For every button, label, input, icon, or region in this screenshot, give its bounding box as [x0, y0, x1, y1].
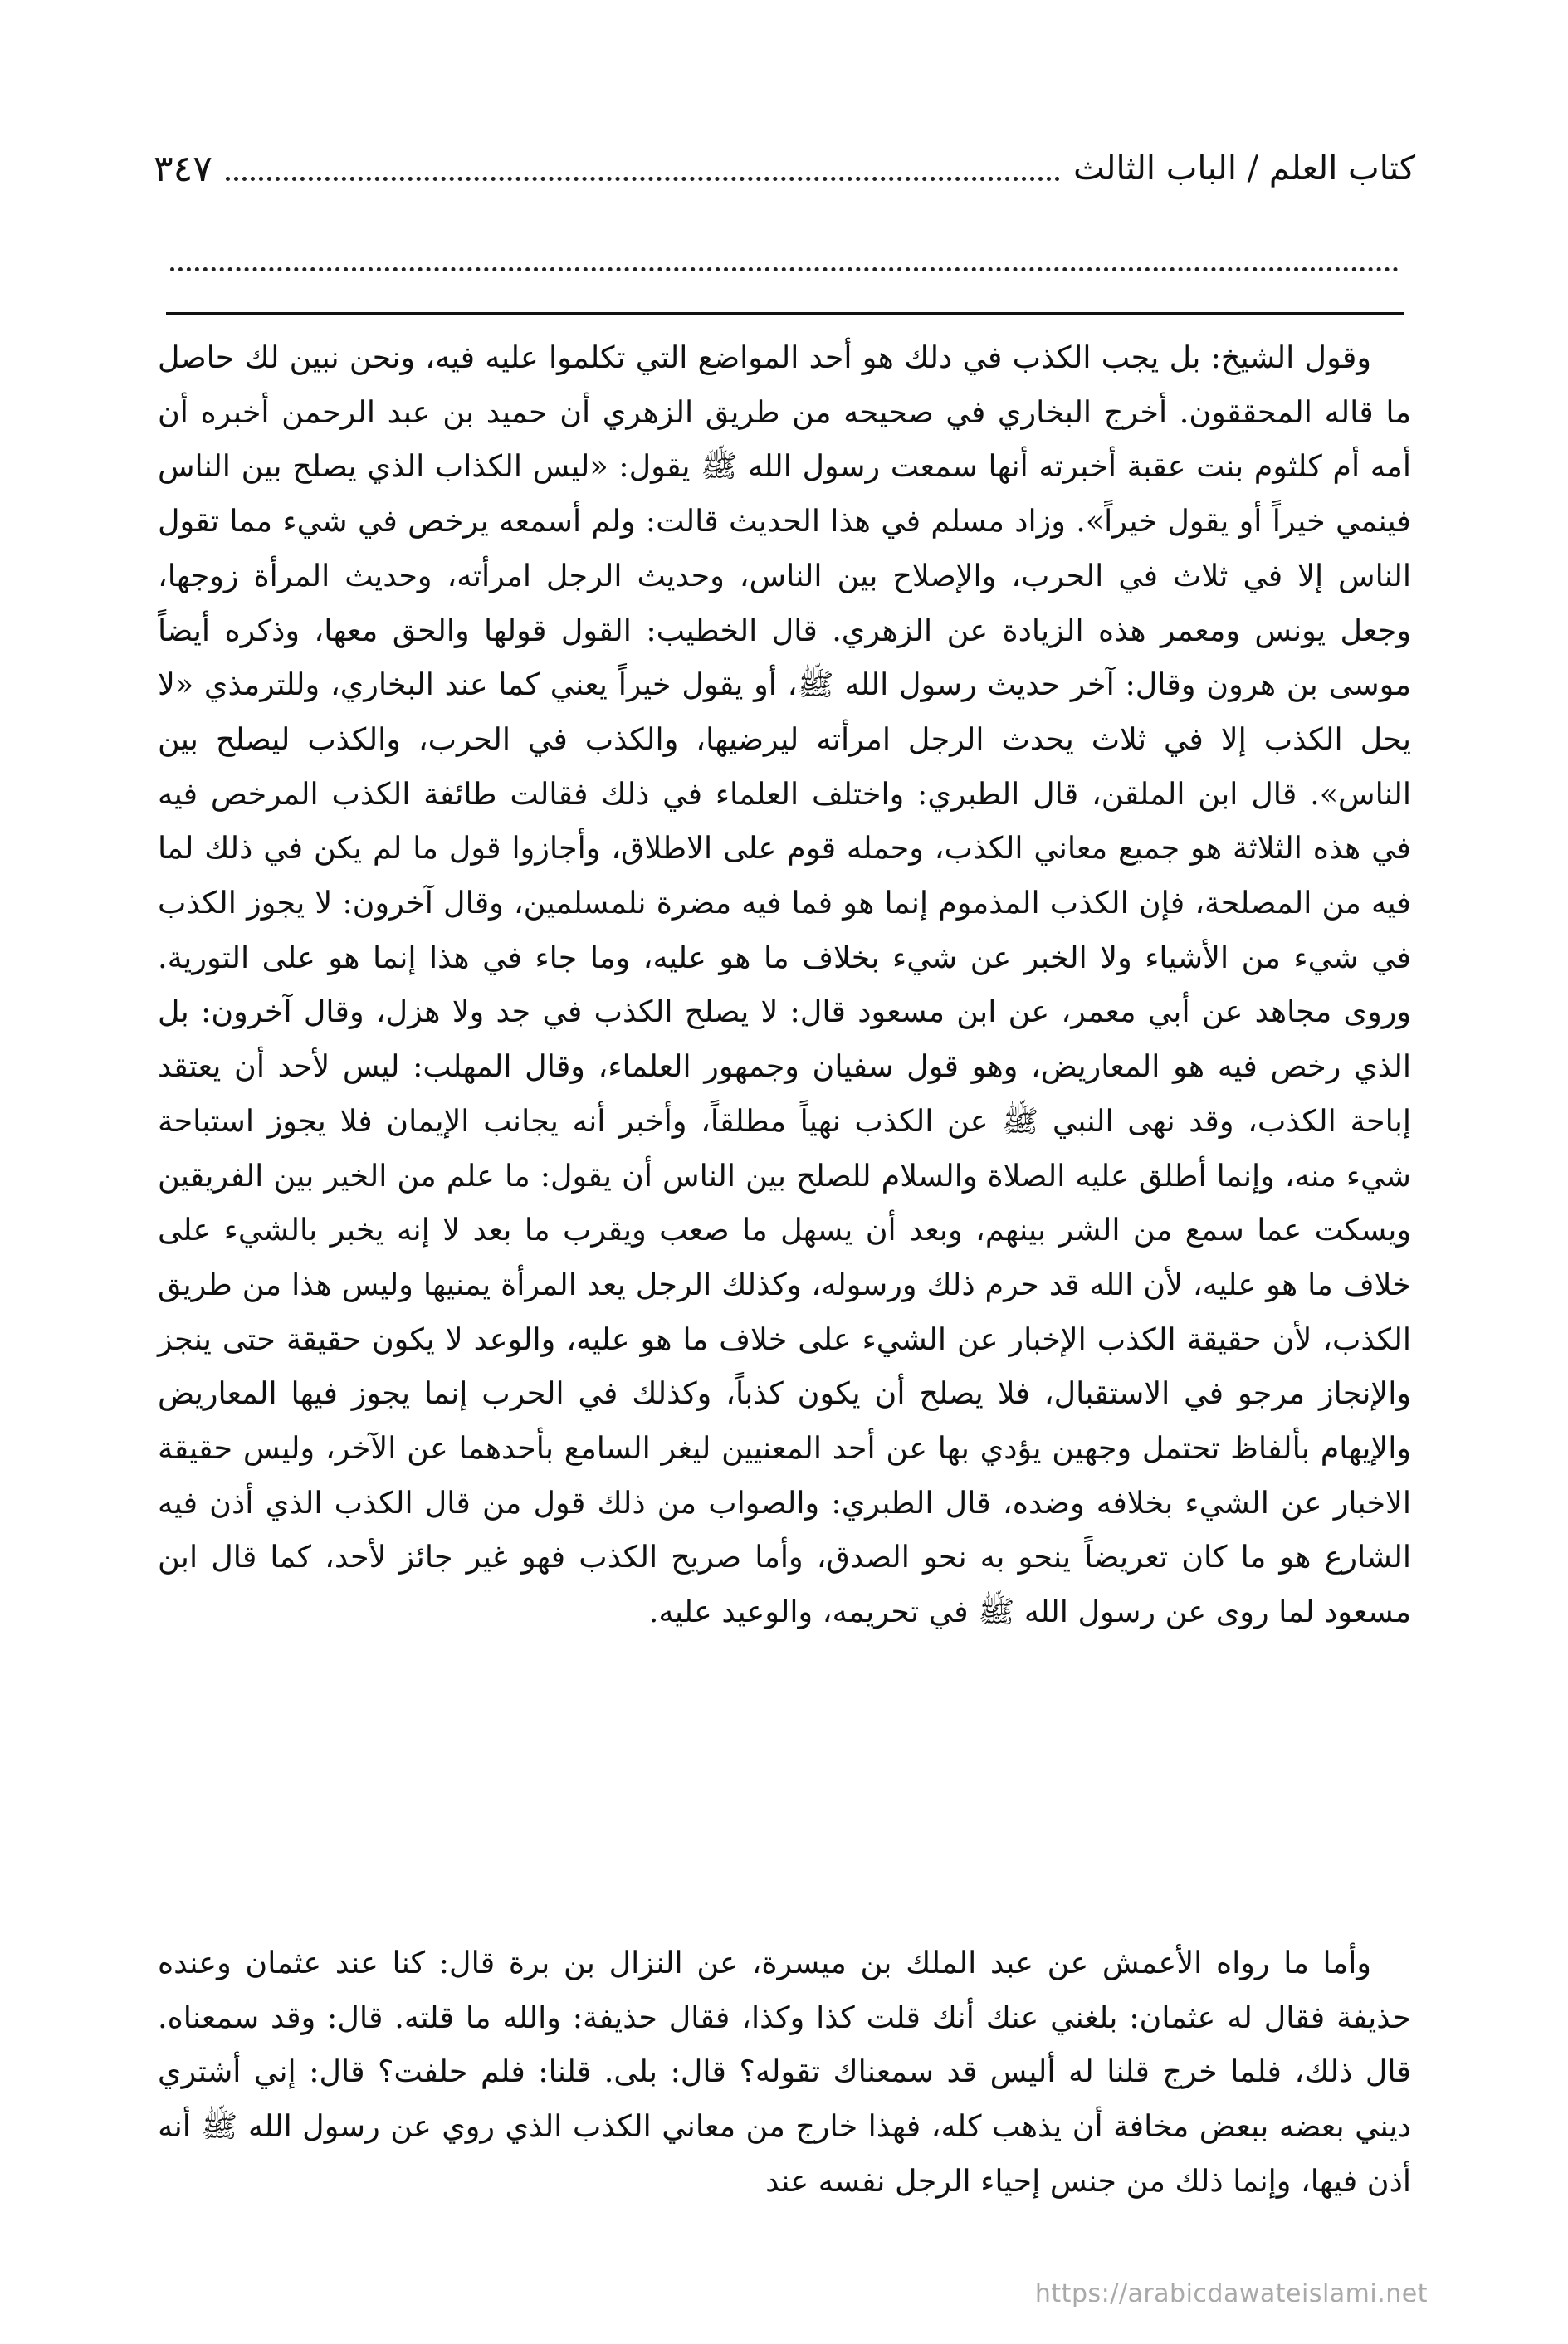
header-dot-leader [226, 177, 1060, 181]
dotted-separator [170, 267, 1399, 271]
body-paragraph-2 [158, 1936, 1411, 2209]
watermark-url: https://arabicdawateislami.net [1034, 2279, 1428, 2308]
body-paragraph-1 [158, 330, 1411, 1639]
page-number: ٣٤٧ [154, 147, 212, 190]
running-title: كتاب العلم / الباب الثالث [1073, 149, 1415, 188]
running-header [154, 139, 1415, 198]
paragraph-text: وقول الشيخ: بل يجب الكذب في دلك هو أحد المواضع التي تكلموا عليه فيه، ونحن نبين لك حاصل ما قاله المحققون. أخرج البخاري في صحيحه من طريق الزهري أن حميد بن عبد الرحمن أخبره أن أمه أم كلثوم بنت عقبة أخبرته أنها سمعت رسول الله ﷺ يقول: «ليس الكذاب الذي يصلح بين الناس فينمي خيراً أو يقول خيراً». وزاد مسلم في هذا الحديث قالت: ولم أسمعه يرخص في شيء مما تقول الناس إلا في ثلاث في الحرب، والإصلاح بين الناس، وحديث الرجل امرأته، وحديث المرأة زوجها، وجعل يونس ومعمر هذه الزيادة عن الزهري. قال الخطيب: القول قولها والحق معها، وذكره أيضاً موسى بن هرون وقال: آخر حديث رسول الله ﷺ، أو يقول خيراً يعني كما عند البخاري، وللترمذي «لا يحل الكذب إلا في ثلاث يحدث الرجل امرأته ليرضيها، والكذب في الحرب، والكذب ليصلح بين الناس». قال ابن الملقن، قال الطبري: واختلف العلماء في ذلك فقالت طائفة الكذب المرخص فيه في هذه الثلاثة هو جميع معاني الكذب، وحمله قوم على الاطلاق، وأجازوا قول ما لم يكن في ذلك لما فيه من المصلحة، فإن الكذب المذموم إنما هو فما فيه مضرة نلمسلمين، وقال آخرون: لا يجوز الكذب في شيء من الأشياء ولا الخبر عن شيء بخلاف ما هو عليه، وما جاء في هذا إنما هو على التورية. وروى مجاهد عن أبي معمر، عن ابن مسعود قال: لا يصلح الكذب في جد ولا هزل، وقال آخرون: بل الذي رخص فيه هو المعاريض، وهو قول سفيان وجمهور العلماء، وقال المهلب: ليس لأحد أن يعتقد إباحة الكذب، وقد نهى النبي ﷺ عن الكذب نهياً مطلقاً، وأخبر أنه يجانب الإيمان فلا يجوز استباحة شيء منه، وإنما أطلق عليه الصلاة والسلام للصلح بين الناس أن يقول: ما علم من الخير بين الفريقين ويسكت عما سمع من الشر بينهم، وبعد أن يسهل ما صعب ويقرب ما بعد لا إنه يخبر بالشيء على خلاف ما هو عليه، لأن الله قد حرم ذلك ورسوله، وكذلك الرجل يعد المرأة يمنيها وليس هذا من طريق الكذب، لأن حقيقة الكذب الإخبار عن الشيء على خلاف ما هو عليه، والوعد لا يكون حقيقة حتى ينجز والإنجاز مرجو في الاستقبال، فلا يصلح أن يكون كذباً، وكذلك في الحرب إنما يجوز فيها المعاريض والإيهام بألفاظ تحتمل وجهين يؤدي بها عن أحد المعنيين ليغر السامع بأحدهما عن الآخر، وليس حقيقة الاخبار عن الشيء بخلافه وضده، قال الطبري: والصواب من ذلك قول من قال الكذب الذي أذن فيه الشارع هو ما كان تعريضاً ينحو به نحو الصدق، وأما صريح الكذب فهو غير جائز لأحد، كما قال ابن مسعود لما روى عن رسول الله ﷺ في تحريمه، والوعيد عليه. [158, 339, 1411, 1630]
horizontal-rule [166, 312, 1404, 315]
paragraph-text: وأما ما رواه الأعمش عن عبد الملك بن ميسرة، عن النزال بن برة قال: كنا عند عثمان وعنده حذيفة فقال له عثمان: بلغني عنك أنك قلت كذا وكذا، فقال حذيفة: والله ما قلته. قال: وقد سمعناه. قال ذلك، فلما خرج قلنا له أليس قد سمعناك تقوله؟ قال: بلى. قلنا: فلم حلفت؟ قال: إني أشتري ديني بعضه ببعض مخافة أن يذهب كله، فهذا خارج من معاني الكذب الذي روي عن رسول الله ﷺ أنه أذن فيها، وإنما ذلك من جنس إحياء الرجل نفسه عند [158, 1945, 1411, 2199]
